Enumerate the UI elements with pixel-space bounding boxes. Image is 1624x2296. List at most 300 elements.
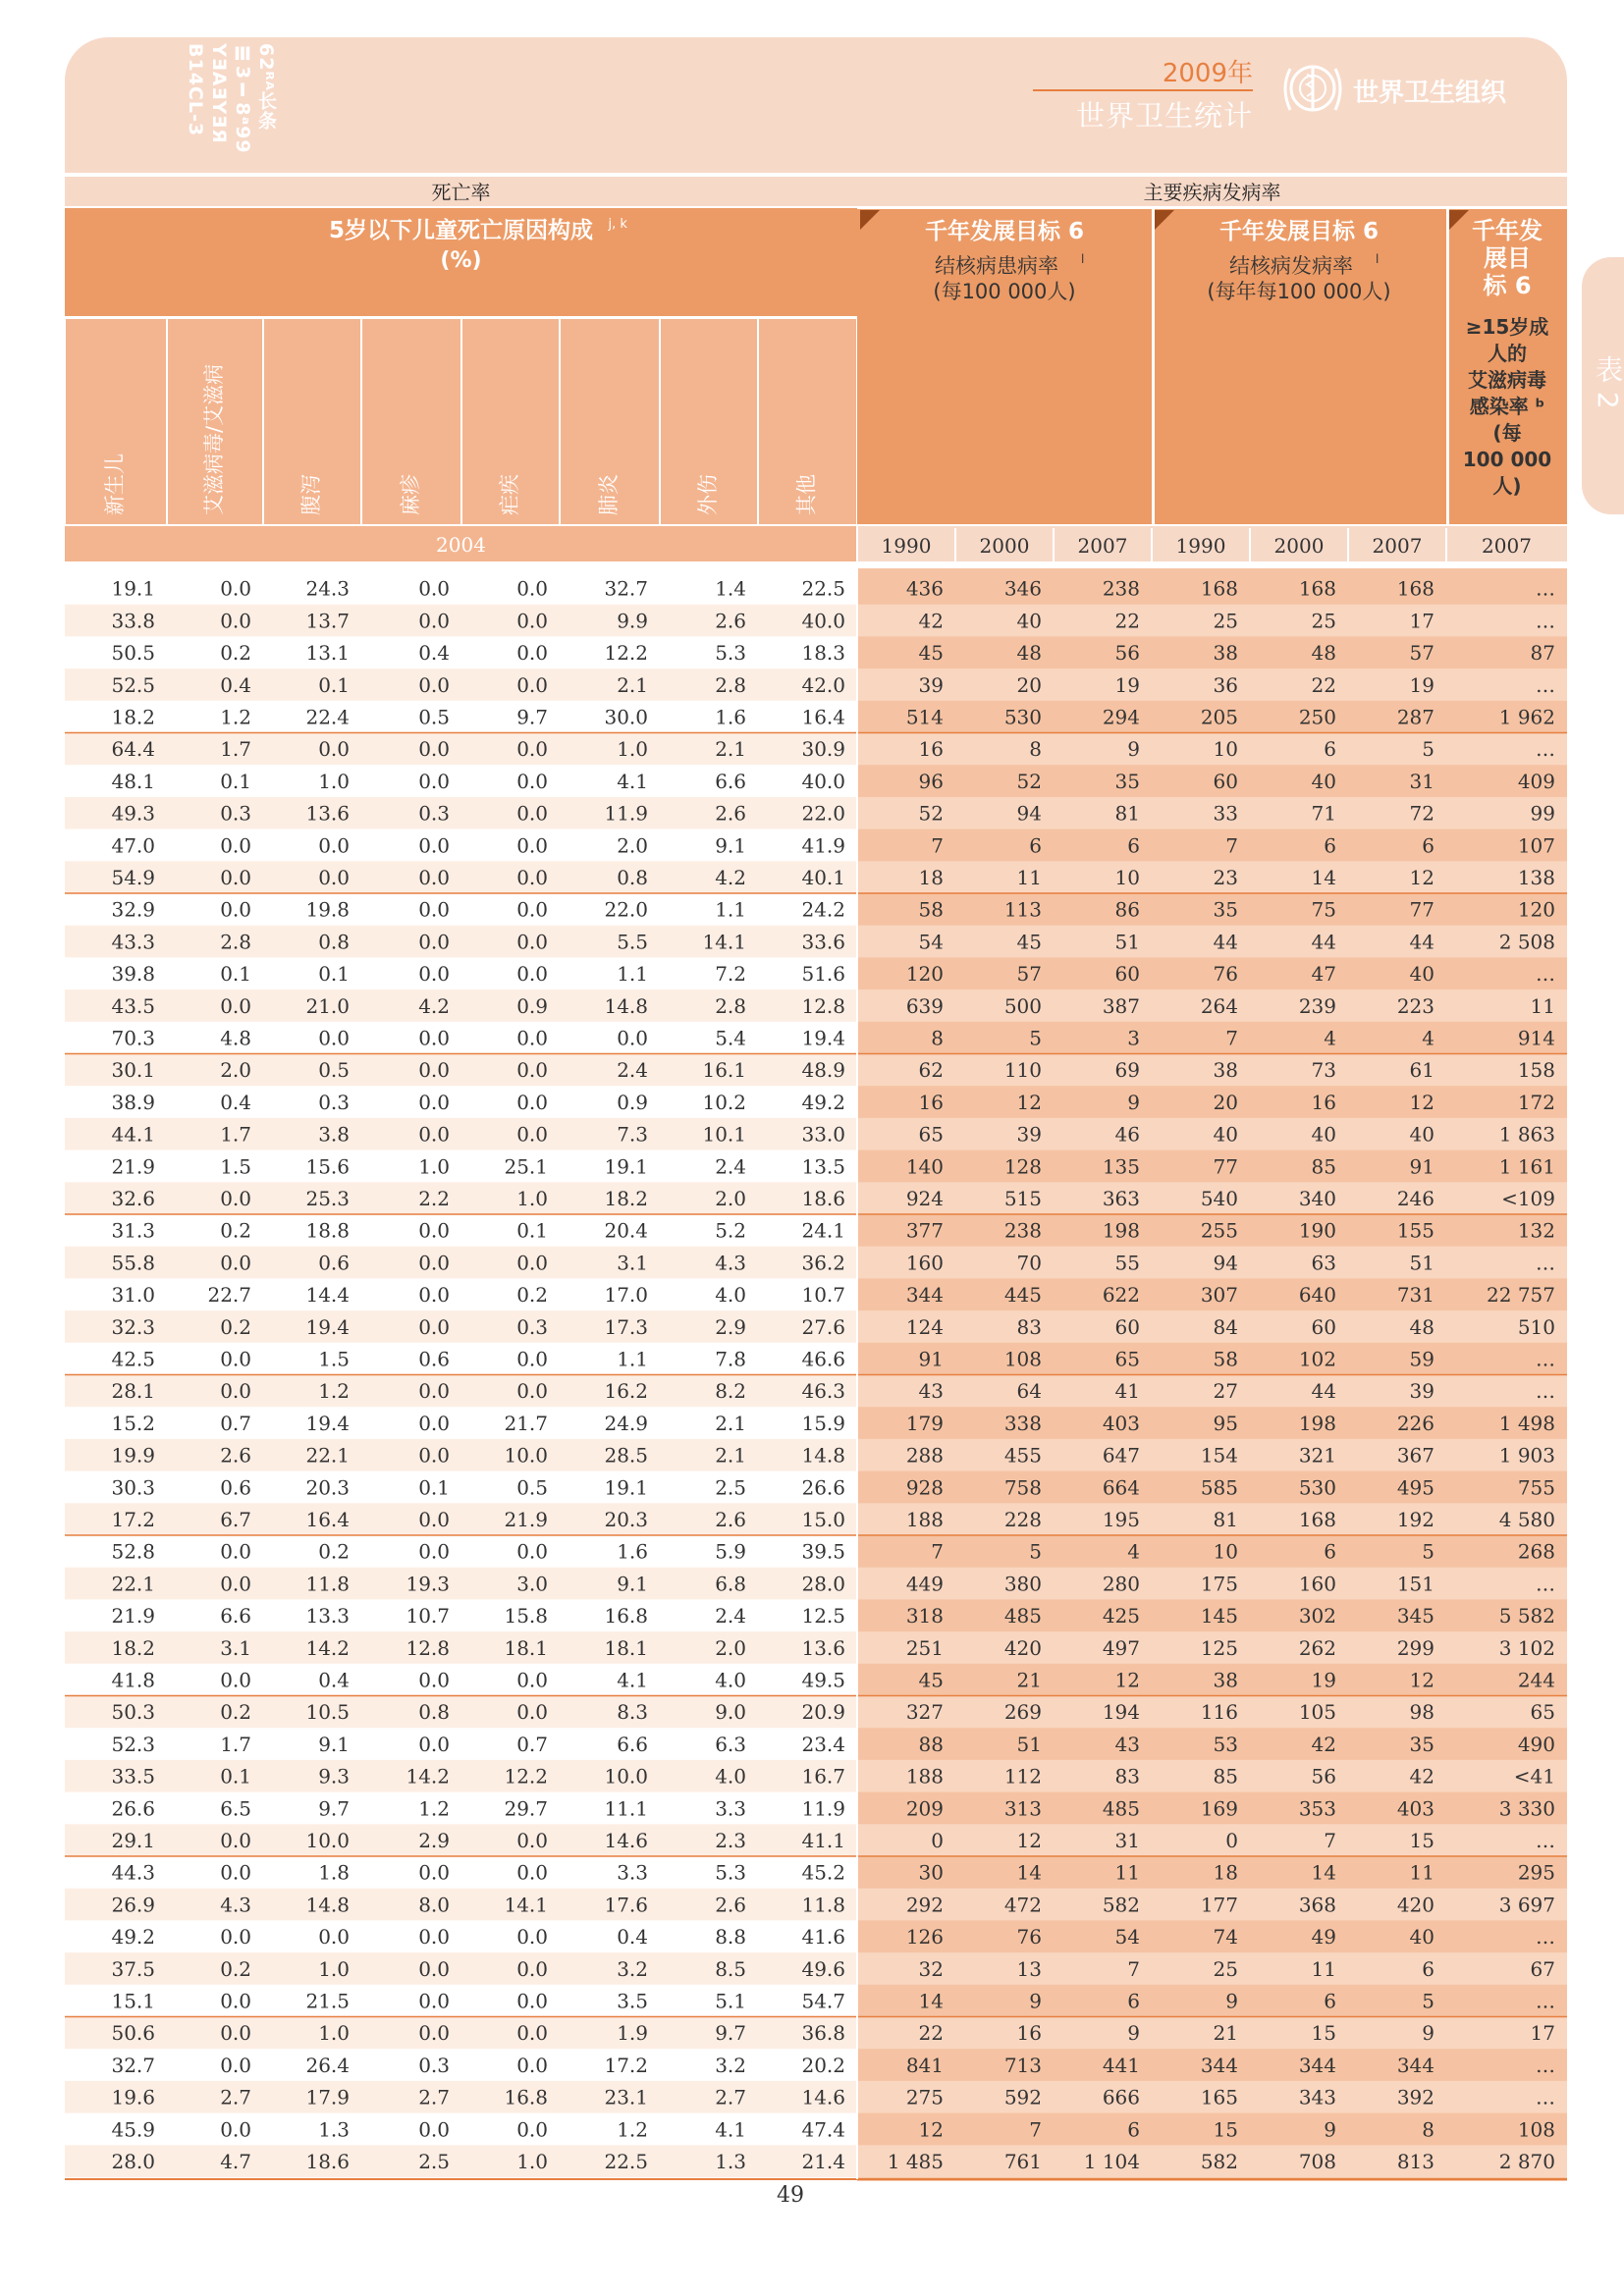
table-cell: 0.0	[516, 1026, 548, 1050]
table-cell: 48	[1409, 1314, 1435, 1339]
table-cell: 0.0	[418, 1251, 450, 1275]
table-cell: 14	[1311, 1860, 1336, 1885]
table-cell: 1.1	[617, 962, 648, 987]
table-cell: 6	[1324, 1989, 1336, 2013]
table-cell: 1 161	[1498, 1154, 1555, 1179]
table-cell: 23.1	[604, 2085, 648, 2109]
table-cell: 0.0	[220, 2117, 251, 2142]
table-cell: 192	[1396, 1508, 1435, 1531]
morbidity-group-label: 主要疾病发病率	[1143, 181, 1281, 204]
table-cell: 485	[1003, 1604, 1042, 1629]
table-cell: 0.2	[516, 1283, 548, 1308]
table-cell: 16.8	[604, 1604, 648, 1629]
table-cell: 0.3	[418, 801, 450, 826]
table-cell: 0.0	[418, 2021, 450, 2046]
table-cell: 18	[918, 866, 944, 889]
table-cell: 113	[1003, 897, 1042, 922]
table-cell: 251	[905, 1635, 944, 1660]
table-cell: 65	[1114, 1347, 1140, 1371]
table-cell: 27	[1213, 1379, 1238, 1404]
table-cell: 99	[1530, 801, 1555, 826]
hiv-name-line: 100 000	[1462, 448, 1552, 471]
table-cell: 64.4	[111, 737, 155, 762]
table-cell: 22 757	[1487, 1283, 1555, 1308]
table-cell: 1.3	[715, 2150, 746, 2173]
table-cell: 2.6	[715, 1508, 746, 1531]
table-cell: 169	[1200, 1796, 1238, 1821]
table-cell: 239	[1298, 993, 1336, 1018]
table-cell: 0.0	[516, 1989, 548, 2013]
table-cell: 85	[1311, 1154, 1336, 1179]
table-cell: 16	[1311, 1090, 1336, 1114]
table-cell: 40.0	[801, 769, 845, 793]
table-cell: 116	[1200, 1700, 1238, 1725]
row-stripe-right	[857, 733, 1567, 766]
table-cell: 3.3	[617, 1860, 648, 1885]
table-cell: 0.0	[516, 833, 548, 858]
table-cell: 18.2	[604, 1187, 648, 1210]
table-cell: 88	[918, 1732, 944, 1756]
table-cell: 17.2	[111, 1508, 155, 1531]
table-cell: 132	[1517, 1218, 1555, 1243]
table-cell: 4.8	[220, 1026, 251, 1050]
table-cell: 0.0	[418, 930, 450, 954]
table-cell: …	[1536, 1989, 1555, 2013]
table-cell: 19	[1311, 1668, 1336, 1692]
table-cell: 5.5	[617, 930, 648, 954]
table-cell: 60	[1311, 1314, 1336, 1339]
table-cell: 67	[1530, 1956, 1555, 1981]
table-cell: 8.0	[418, 1893, 450, 1917]
table-cell: 0.3	[220, 801, 251, 826]
table-cell: 21.9	[111, 1604, 155, 1629]
table-cell: 64	[1016, 1379, 1042, 1404]
table-cell: 3.2	[617, 1956, 648, 1981]
table-cell: 1.7	[220, 1122, 251, 1147]
table-cell: 120	[905, 962, 944, 987]
table-cell: 755	[1517, 1475, 1555, 1500]
table-cell: 295	[1517, 1860, 1555, 1885]
table-cell: 268	[1517, 1539, 1555, 1564]
table-cell: 20.2	[801, 2053, 845, 2077]
table-cell: 0.0	[418, 1218, 450, 1243]
table-cell: 0.0	[220, 1925, 251, 1949]
table-cell: 2.4	[715, 1154, 746, 1179]
table-cell: …	[1536, 1572, 1555, 1596]
table-cell: 5.1	[715, 1989, 746, 2013]
table-cell: 40	[1409, 962, 1435, 987]
table-cell: 0.0	[418, 1411, 450, 1435]
table-cell: 32.9	[111, 897, 155, 922]
table-cell: 188	[905, 1508, 944, 1531]
table-cell: 209	[905, 1796, 944, 1821]
table-cell: 15.6	[305, 1154, 350, 1179]
table-cell: 713	[1003, 2053, 1042, 2077]
table-cell: 363	[1102, 1187, 1140, 1210]
table-cell: 17.2	[604, 2053, 648, 2077]
table-cell: 4.2	[715, 866, 746, 889]
table-cell: 9.1	[318, 1732, 350, 1756]
table-cell: 20.3	[305, 1475, 350, 1500]
table-cell: 0.0	[418, 1122, 450, 1147]
table-cell: 6	[1127, 833, 1140, 858]
table-cell: 2.4	[617, 1058, 648, 1083]
table-cell: 7	[931, 833, 944, 858]
table-cell: 19.3	[406, 1572, 450, 1596]
table-cell: 238	[1102, 576, 1140, 601]
table-cell: 0.0	[516, 801, 548, 826]
table-cell: 55.8	[111, 1251, 155, 1275]
table-cell: 15.1	[111, 1989, 155, 2013]
table-cell: 294	[1102, 705, 1140, 729]
table-cell: 40	[1409, 1122, 1435, 1147]
table-cell: 10.7	[801, 1283, 845, 1308]
table-cell: 42	[918, 609, 944, 633]
table-cell: 39.5	[801, 1539, 845, 1564]
table-cell: 3.5	[617, 1989, 648, 2013]
table-cell: 0.1	[418, 1475, 450, 1500]
table-cell: 13.3	[305, 1604, 350, 1629]
table-cell: 1.0	[516, 1187, 548, 1210]
table-cell: 15.0	[801, 1508, 845, 1531]
table-cell: 514	[905, 705, 944, 729]
table-cell: …	[1536, 1925, 1555, 1949]
table-cell: 510	[1517, 1314, 1555, 1339]
table-cell: 54	[918, 930, 944, 954]
table-cell: 2.0	[715, 1187, 746, 1210]
year-label: 2000	[1273, 534, 1325, 558]
row-stripe-right	[857, 2017, 1567, 2050]
table-cell: 7	[1127, 1956, 1140, 1981]
table-cell: 10.0	[305, 1829, 350, 1852]
table-cell: 112	[1003, 1764, 1042, 1789]
table-cell: 9.9	[617, 609, 648, 633]
table-cell: 9.0	[715, 1700, 746, 1725]
table-cell: 14.6	[801, 2085, 845, 2109]
table-cell: 582	[1102, 1893, 1140, 1917]
row-stripe-right	[857, 1375, 1567, 1408]
cause-column-label: 腹泻	[299, 474, 323, 515]
table-cell: 59	[1409, 1347, 1435, 1371]
table-cell: 14.8	[305, 1893, 350, 1917]
table-cell: 21.4	[801, 2150, 845, 2173]
table-cell: 120	[1517, 897, 1555, 922]
table-cell: 353	[1298, 1796, 1336, 1821]
table-cell: 6.6	[715, 769, 746, 793]
table-cell: 436	[905, 576, 944, 601]
table-cell: 57	[1409, 641, 1435, 666]
row-stripe-right	[857, 1824, 1567, 1856]
table-cell: 9	[1324, 2117, 1336, 2142]
table-cell: 0.0	[516, 1829, 548, 1852]
table-cell: 10.0	[604, 1764, 648, 1789]
table-cell: 17.0	[604, 1283, 648, 1308]
table-cell: 2 508	[1498, 930, 1555, 954]
table-cell: 17.3	[604, 1314, 648, 1339]
table-cell: 49.2	[801, 1090, 845, 1114]
table-cell: 5.3	[715, 641, 746, 666]
table-cell: <109	[1501, 1187, 1555, 1210]
hiv-name-line: (每	[1492, 421, 1522, 445]
table-cell: 0.0	[220, 866, 251, 889]
table-cell: 6	[1422, 833, 1435, 858]
table-cell: 51	[1016, 1732, 1042, 1756]
table-cell: 87	[1530, 641, 1555, 666]
table-cell: 12.2	[604, 641, 648, 666]
table-cell: 45	[918, 641, 944, 666]
table-cell: 2.6	[715, 1893, 746, 1917]
side-code-line: 62ᴿᴬ长条	[255, 43, 277, 131]
table-cell: 33	[1213, 801, 1238, 826]
table-cell: 91	[918, 1347, 944, 1371]
table-cell: 41	[1114, 1379, 1140, 1404]
table-cell: 60	[1114, 1314, 1140, 1339]
table-cell: 24.9	[604, 1411, 648, 1435]
side-code-line: YƎAƎYƎЯ	[208, 43, 230, 144]
table-cell: 98	[1409, 1700, 1435, 1725]
table-cell: 2.2	[418, 1187, 450, 1210]
table-cell: 26.4	[305, 2053, 350, 2077]
table-cell: 50.5	[111, 641, 155, 666]
table-cell: 46.3	[801, 1379, 845, 1404]
table-cell: 18.2	[111, 1635, 155, 1660]
table-cell: 6.3	[715, 1732, 746, 1756]
table-cell: 238	[1003, 1218, 1042, 1243]
table-cell: 928	[905, 1475, 944, 1500]
table-cell: 175	[1200, 1572, 1238, 1596]
table-cell: 622	[1102, 1283, 1140, 1308]
table-cell: 168	[1298, 1508, 1336, 1531]
table-cell: 0.0	[220, 576, 251, 601]
table-cell: 403	[1102, 1411, 1140, 1435]
tb-prevalence-unit: (每100 000人)	[933, 280, 1076, 303]
table-cell: 108	[1517, 2117, 1555, 2142]
table-cell: 44.1	[111, 1122, 155, 1147]
table-cell: 20.9	[801, 1700, 845, 1725]
table-cell: 205	[1200, 705, 1238, 729]
table-cell: 0.0	[418, 962, 450, 987]
cause-column-label: 肺炎	[597, 474, 621, 515]
table-cell: 155	[1396, 1218, 1435, 1243]
table-cell: 12	[1016, 1090, 1042, 1114]
table-cell: 2.1	[715, 1411, 746, 1435]
table-cell: 22.0	[801, 801, 845, 826]
table-cell: 377	[905, 1218, 944, 1243]
table-cell: 15.8	[504, 1604, 548, 1629]
table-cell: 0.1	[220, 1764, 251, 1789]
table-cell: 16.8	[504, 2085, 548, 2109]
table-cell: 172	[1517, 1090, 1555, 1114]
table-cell: 666	[1102, 2085, 1140, 2109]
table-cell: 7.3	[617, 1122, 648, 1147]
table-cell: 12.8	[801, 993, 845, 1018]
row-stripe-right	[857, 797, 1567, 829]
table-cell: 0.0	[418, 897, 450, 922]
table-cell: 56	[1114, 641, 1140, 666]
table-cell: 445	[1003, 1283, 1042, 1308]
table-cell: 19.1	[111, 576, 155, 601]
table-cell: 47.4	[801, 2117, 845, 2142]
table-cell: 40.0	[801, 609, 845, 633]
row-stripe-right	[857, 668, 1567, 701]
table-cell: 0.0	[418, 1058, 450, 1083]
table-cell: 70	[1016, 1251, 1042, 1275]
table-cell: 43	[1114, 1732, 1140, 1756]
table-cell: 158	[1517, 1058, 1555, 1083]
table-cell: 2.0	[715, 1635, 746, 1660]
table-cell: 58	[918, 897, 944, 922]
table-cell: 7	[1029, 2117, 1042, 2142]
table-cell: 36	[1213, 672, 1238, 697]
table-cell: 23	[1213, 866, 1238, 889]
table-cell: 0.5	[418, 705, 450, 729]
table-cell: 0.0	[418, 609, 450, 633]
table-cell: 8.5	[715, 1956, 746, 1981]
table-cell: 2 870	[1498, 2150, 1555, 2173]
table-cell: 73	[1311, 1058, 1336, 1083]
table-cell: 26.6	[111, 1796, 155, 1821]
table-cell: 45.9	[111, 2117, 155, 2142]
cause-column-label: 外伤	[696, 474, 720, 515]
table-cell: 299	[1396, 1635, 1435, 1660]
table-cell: 0.0	[418, 1732, 450, 1756]
table-cell: 94	[1213, 1251, 1238, 1275]
table-cell: 313	[1003, 1796, 1042, 1821]
table-cell: 2.1	[715, 737, 746, 762]
table-cell: 95	[1213, 1411, 1238, 1435]
row-stripe-right	[857, 1952, 1567, 1985]
table-cell: 14	[1016, 1860, 1042, 1885]
table-cell: …	[1536, 2053, 1555, 2077]
table-cell: 0.7	[220, 1411, 251, 1435]
hiv-name-line: ≥15岁成	[1465, 315, 1549, 339]
table-cell: 1.0	[516, 2150, 548, 2173]
table-cell: 94	[1016, 801, 1042, 826]
table-cell: 23.4	[801, 1732, 845, 1756]
table-cell: 5.2	[715, 1218, 746, 1243]
table-cell: 40	[1213, 1122, 1238, 1147]
tb-incidence-unit: (每年每100 000人)	[1207, 280, 1391, 303]
table-cell: 0.0	[516, 897, 548, 922]
table-cell: 9.1	[617, 1572, 648, 1596]
table-cell: 22.5	[604, 2150, 648, 2173]
table-cell: 41.9	[801, 833, 845, 858]
table-cell: 14.8	[801, 1443, 845, 1468]
table-cell: 664	[1102, 1475, 1140, 1500]
table-cell: 138	[1517, 866, 1555, 889]
table-cell: 62	[918, 1058, 944, 1083]
table-cell: 0.0	[318, 866, 350, 889]
hiv-name-line: 艾滋病毒	[1468, 368, 1546, 392]
table-cell: 0.8	[318, 930, 350, 954]
table-cell: 24.1	[801, 1218, 845, 1243]
table-cell: 2.4	[715, 1604, 746, 1629]
table-cell: 41.8	[111, 1668, 155, 1692]
table-cell: 30.9	[801, 737, 845, 762]
table-cell: 38.9	[111, 1090, 155, 1114]
table-cell: 3.1	[220, 1635, 251, 1660]
table-cell: 485	[1102, 1796, 1140, 1821]
table-cell: 12.2	[504, 1764, 548, 1789]
table-cell: 515	[1003, 1187, 1042, 1210]
table-cell: 0.0	[418, 833, 450, 858]
table-cell: 0.6	[220, 1475, 251, 1500]
table-cell: 19	[1114, 672, 1140, 697]
table-cell: 20.4	[604, 1218, 648, 1243]
table-cell: 31.0	[111, 1283, 155, 1308]
tb-incidence-goal: 千年发展目标 6	[1218, 219, 1380, 244]
table-cell: 269	[1003, 1700, 1042, 1725]
table-cell: 0.0	[516, 1956, 548, 1981]
table-cell: 367	[1396, 1443, 1435, 1468]
table-cell: 77	[1213, 1154, 1238, 1179]
table-cell: 13.7	[305, 609, 350, 633]
table-cell: 76	[1213, 962, 1238, 987]
table-cell: 11.8	[305, 1572, 350, 1596]
report-title: 世界卫生统计	[1075, 99, 1253, 133]
table-cell: 4	[1324, 1026, 1336, 1050]
table-cell: 30.3	[111, 1475, 155, 1500]
table-cell: 18.6	[801, 1187, 845, 1210]
table-cell: 0.0	[220, 993, 251, 1018]
table-cell: 585	[1200, 1475, 1238, 1500]
table-cell: 10.2	[702, 1090, 746, 1114]
table-cell: 4.0	[715, 1283, 746, 1308]
table-cell: 60	[1213, 769, 1238, 793]
year-label: 2007	[1372, 534, 1423, 558]
table-cell: 124	[905, 1314, 944, 1339]
table-cell: 914	[1517, 1026, 1555, 1050]
table-cell: 43.3	[111, 930, 155, 954]
row-stripe-right	[857, 1054, 1567, 1087]
table-cell: 177	[1200, 1893, 1238, 1917]
table-cell: 302	[1298, 1604, 1336, 1629]
table-cell: 14.4	[305, 1283, 350, 1308]
table-cell: 33.5	[111, 1764, 155, 1789]
table-cell: 0.0	[516, 576, 548, 601]
table-cell: 0.0	[418, 1283, 450, 1308]
table-cell: 52	[918, 801, 944, 826]
table-cell: 1 903	[1498, 1443, 1555, 1468]
table-cell: 190	[1298, 1218, 1336, 1243]
table-cell: 1.2	[418, 1796, 450, 1821]
table-cell: 47.0	[111, 833, 155, 858]
table-cell: 1.7	[220, 737, 251, 762]
table-cell: 32.6	[111, 1187, 155, 1210]
table-cell: 33.8	[111, 609, 155, 633]
table-cell: 15.2	[111, 1411, 155, 1435]
table-cell: 17.9	[305, 2085, 350, 2109]
table-cell: 18	[1213, 1860, 1238, 1885]
table-cell: 11.9	[801, 1796, 845, 1821]
table-cell: 44.3	[111, 1860, 155, 1885]
year-label: 2007	[1482, 534, 1532, 558]
table-cell: 19.1	[604, 1475, 648, 1500]
table-cell: 25	[1213, 1956, 1238, 1981]
table-cell: 44	[1311, 1379, 1336, 1404]
table-cell: 292	[905, 1893, 944, 1917]
table-cell: 45	[1016, 930, 1042, 954]
table-cell: 18.1	[604, 1635, 648, 1660]
table-cell: 25.3	[305, 1187, 350, 1210]
table-cell: 52.8	[111, 1539, 155, 1564]
table-cell: 19.8	[305, 897, 350, 922]
table-cell: 2.8	[715, 993, 746, 1018]
table-cell: 6	[1127, 1989, 1140, 2013]
table-cell: 1.0	[318, 769, 350, 793]
table-cell: 39	[918, 672, 944, 697]
table-cell: 69	[1114, 1058, 1140, 1083]
